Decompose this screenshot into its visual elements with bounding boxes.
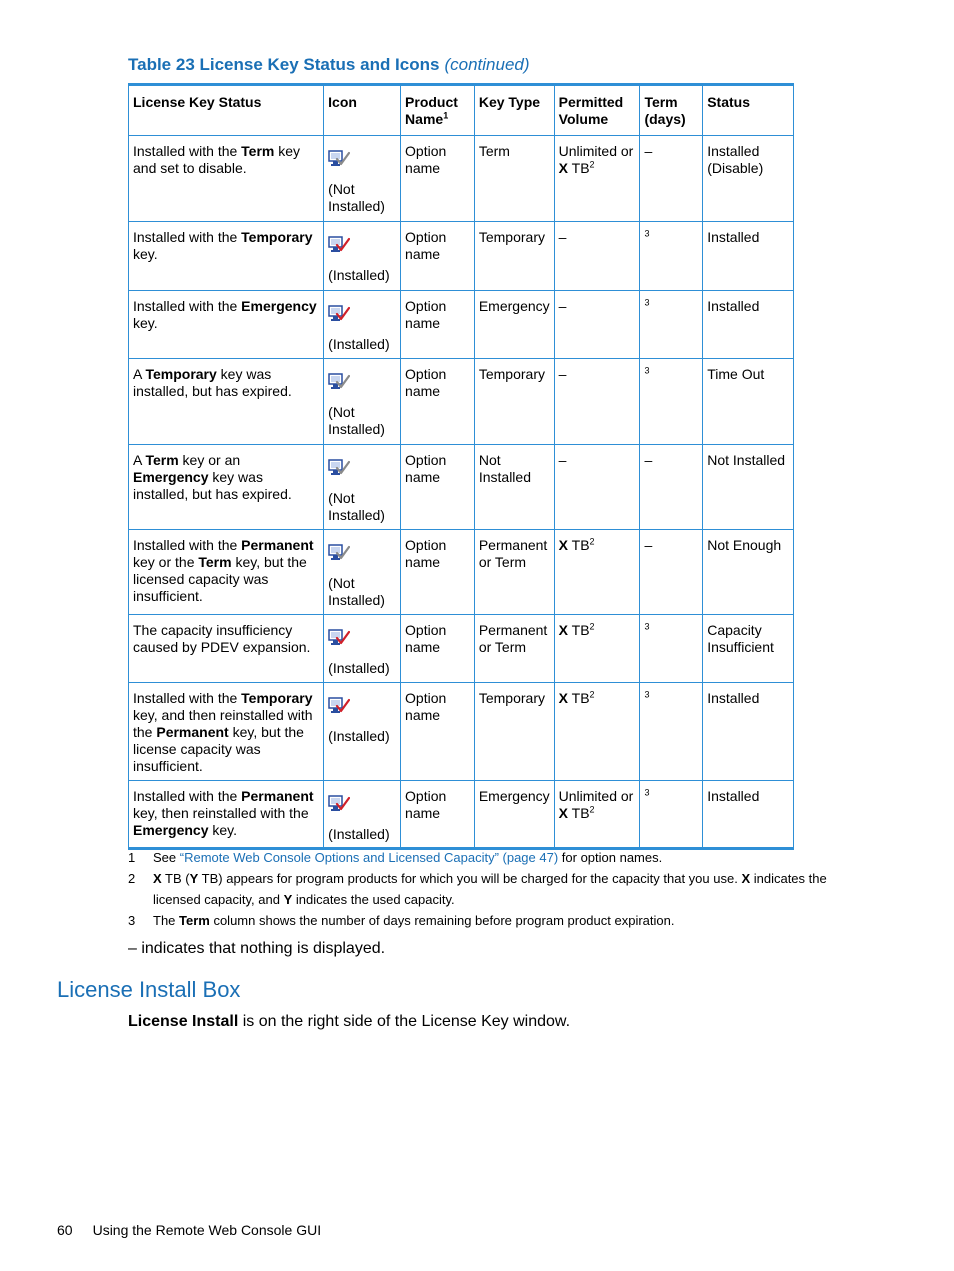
term-value: –	[644, 143, 653, 159]
cell-product-name: Option name	[401, 683, 475, 781]
status-text: key was installed, but has expired.	[133, 469, 292, 502]
volume-x: X	[558, 160, 568, 176]
cell-key-type: Temporary	[474, 222, 554, 291]
header-key-type: Key Type	[474, 85, 554, 136]
footnote-keyword: X	[741, 871, 751, 886]
footnote-text	[153, 847, 873, 868]
footnote-number: 3	[128, 913, 136, 928]
cell-status: Installed	[703, 781, 794, 849]
cell-term-days	[640, 615, 703, 683]
license-installed-icon	[328, 696, 350, 716]
status-text: key, but the license capacity was insufficient.	[133, 724, 304, 774]
page-footer	[57, 1222, 321, 1238]
cell-key-type: Emergency	[474, 781, 554, 849]
status-text: key and set to disable.	[133, 143, 301, 176]
footnote-text	[153, 910, 873, 931]
table-row	[129, 530, 794, 615]
cell-license-key-status	[129, 615, 324, 683]
cell-permitted-volume	[554, 291, 640, 359]
cell-icon	[324, 781, 401, 849]
cell-status: Not Enough	[703, 530, 794, 615]
license-installed-icon	[328, 304, 350, 324]
volume-unit: TB	[568, 537, 590, 553]
cell-permitted-volume	[554, 530, 640, 615]
status-keyword: Permanent	[241, 788, 314, 804]
icon-label: (Not Installed)	[328, 490, 385, 523]
cell-status: Installed (Disable)	[703, 136, 794, 222]
volume-unit: TB	[568, 160, 590, 176]
table-caption	[128, 55, 530, 75]
cell-license-key-status	[129, 781, 324, 849]
cell-license-key-status	[129, 683, 324, 781]
license-installed-icon	[328, 794, 350, 814]
volume-x: X	[558, 690, 568, 706]
term-footnote-ref: 3	[644, 297, 650, 308]
status-text: key.	[133, 246, 158, 262]
cell-permitted-volume	[554, 136, 640, 222]
volume-unit: TB	[568, 622, 590, 638]
caption-title: Table 23 License Key Status and Icons	[128, 55, 440, 74]
status-text: A	[133, 366, 146, 382]
cell-permitted-volume	[554, 683, 640, 781]
cell-term-days	[640, 683, 703, 781]
term-footnote-ref: 3	[644, 621, 650, 632]
cell-key-type: Temporary	[474, 359, 554, 445]
body-rest: is on the right side of the License Key window.	[238, 1013, 571, 1030]
cell-key-type: Permanent or Term	[474, 530, 554, 615]
footnote-keyword: Y	[189, 871, 199, 886]
status-keyword: Term	[145, 452, 179, 468]
status-keyword: Temporary	[241, 229, 313, 245]
status-text: A	[133, 452, 146, 468]
status-text: key or the	[133, 554, 199, 570]
footnote-link[interactable]: “Remote Web Console Options and Licensed Capacity” (page 47)	[179, 850, 559, 865]
volume-x: X	[558, 805, 568, 821]
cell-license-key-status	[129, 530, 324, 615]
status-text: key was installed, but has expired.	[133, 366, 292, 399]
table-row	[129, 683, 794, 781]
cell-term-days	[640, 781, 703, 849]
volume-text: –	[558, 366, 567, 382]
footnote-keyword: X	[153, 871, 162, 886]
dash-note: – indicates that nothing is displayed.	[128, 940, 386, 957]
icon-label: (Installed)	[328, 267, 390, 283]
cell-key-type: Term	[474, 136, 554, 222]
status-keyword: Temporary	[241, 690, 313, 706]
footnote-part: column shows the number of days remaining before program product expiration.	[209, 913, 675, 928]
icon-label: (Installed)	[328, 336, 390, 352]
icon-label: (Not Installed)	[328, 575, 385, 608]
header-license-key-status: License Key Status	[129, 85, 324, 136]
icon-label: (Not Installed)	[328, 404, 385, 437]
cell-product-name: Option name	[401, 291, 475, 359]
cell-key-type: Not Installed	[474, 445, 554, 530]
status-text: Installed with the	[133, 537, 242, 553]
volume-footnote-ref: 2	[589, 804, 595, 815]
license-installed-icon	[328, 235, 350, 255]
cell-term-days	[640, 530, 703, 615]
status-keyword: Permanent	[241, 537, 314, 553]
footnote-part: indicates the licensed capacity, and	[153, 871, 827, 907]
volume-unit: TB	[568, 805, 590, 821]
status-keyword: Emergency	[133, 822, 209, 838]
volume-x: X	[558, 537, 568, 553]
cell-icon	[324, 136, 401, 222]
cell-product-name: Option name	[401, 359, 475, 445]
status-text: Installed with the	[133, 298, 242, 314]
cell-permitted-volume	[554, 445, 640, 530]
status-text: key, and then reinstalled with the	[133, 707, 313, 740]
status-text: The capacity insufficiency caused by PDEV expansion.	[133, 622, 311, 655]
license-not-installed-icon	[328, 149, 350, 169]
table-row	[129, 291, 794, 359]
cell-license-key-status	[129, 222, 324, 291]
status-keyword: Emergency	[241, 298, 317, 314]
status-text: Installed with the	[133, 143, 242, 159]
status-text: key or an	[178, 452, 241, 468]
cell-icon	[324, 222, 401, 291]
icon-label: (Installed)	[328, 826, 390, 842]
term-footnote-ref: 3	[644, 689, 650, 700]
cell-status: Not Installed	[703, 445, 794, 530]
cell-license-key-status	[129, 291, 324, 359]
cell-product-name: Option name	[401, 222, 475, 291]
cell-key-type: Temporary	[474, 683, 554, 781]
cell-icon	[324, 530, 401, 615]
cell-product-name: Option name	[401, 530, 475, 615]
status-text: key, but the licensed capacity was insufficient.	[133, 554, 307, 604]
cell-permitted-volume	[554, 781, 640, 849]
volume-unit: TB	[568, 690, 590, 706]
cell-permitted-volume	[554, 615, 640, 683]
cell-icon	[324, 615, 401, 683]
cell-status: Installed	[703, 291, 794, 359]
cell-permitted-volume	[554, 222, 640, 291]
status-text: Installed with the	[133, 690, 242, 706]
table-row	[129, 445, 794, 530]
cell-product-name: Option name	[401, 615, 475, 683]
status-text: key.	[133, 315, 158, 331]
status-keyword: Emergency	[133, 469, 209, 485]
cell-key-type: Emergency	[474, 291, 554, 359]
volume-footnote-ref: 2	[589, 536, 595, 547]
volume-text: Unlimited or	[558, 143, 634, 159]
volume-x: X	[558, 622, 568, 638]
footnote-keyword: Term	[179, 913, 210, 928]
cell-product-name: Option name	[401, 445, 475, 530]
volume-footnote-ref: 2	[589, 159, 595, 170]
cell-product-name: Option name	[401, 136, 475, 222]
volume-text: –	[558, 298, 567, 314]
term-footnote-ref: 3	[644, 787, 650, 798]
footnote-text	[153, 868, 873, 910]
footnote-post: for option names.	[558, 850, 663, 865]
cell-status: Capacity Insufficient	[703, 615, 794, 683]
status-keyword: Term	[198, 554, 232, 570]
footer-title: Using the Remote Web Console GUI	[92, 1222, 322, 1238]
cell-status: Installed	[703, 222, 794, 291]
footnote-number: 2	[128, 871, 136, 886]
license-key-table	[128, 83, 794, 850]
footnote-part: The	[153, 913, 180, 928]
term-value: –	[644, 452, 653, 468]
footnote-part: TB) appears for program products for which you will be charged for the capacity that you use.	[198, 871, 742, 886]
header-icon: Icon	[324, 85, 401, 136]
section-title: License Install Box	[57, 977, 241, 1002]
cell-permitted-volume	[554, 359, 640, 445]
cell-license-key-status	[129, 445, 324, 530]
license-not-installed-icon	[328, 458, 350, 478]
header-permitted-volume: Permitted Volume	[554, 85, 640, 136]
footnote-keyword: Y	[283, 892, 293, 907]
license-installed-icon	[328, 628, 350, 648]
status-text: key.	[208, 822, 238, 838]
header-term-days: Term (days)	[640, 85, 703, 136]
header-product-name: Product Name$^1$	[401, 85, 475, 136]
cell-status: Installed	[703, 683, 794, 781]
status-keyword: Term	[241, 143, 275, 159]
table-row	[129, 222, 794, 291]
icon-label: (Installed)	[328, 660, 390, 676]
table-row	[129, 781, 794, 849]
term-footnote-ref: 3	[644, 228, 650, 239]
table-row	[129, 359, 794, 445]
volume-footnote-ref: 2	[589, 689, 595, 700]
table-header-row	[129, 85, 794, 136]
cell-term-days	[640, 359, 703, 445]
table-row	[129, 615, 794, 683]
icon-label: (Installed)	[328, 728, 390, 744]
volume-text: –	[558, 229, 567, 245]
status-keyword: Permanent	[156, 724, 229, 740]
status-keyword: Temporary	[145, 366, 217, 382]
term-value: –	[644, 537, 653, 553]
cell-term-days	[640, 222, 703, 291]
footnote-part: indicates the used capacity.	[292, 892, 455, 907]
cell-icon	[324, 683, 401, 781]
license-not-installed-icon	[328, 543, 350, 563]
cell-icon	[324, 359, 401, 445]
footnote-pre: See	[153, 850, 180, 865]
status-text: key, then reinstalled with the	[133, 805, 309, 821]
cell-icon	[324, 445, 401, 530]
volume-footnote-ref: 2	[589, 621, 595, 632]
license-install-term: License Install	[128, 1013, 239, 1030]
table-row	[129, 136, 794, 222]
status-text: Installed with the	[133, 229, 242, 245]
footnote-part: TB (	[161, 871, 190, 886]
status-text: Installed with the	[133, 788, 242, 804]
page-number: 60	[57, 1222, 73, 1238]
cell-icon	[324, 291, 401, 359]
cell-term-days	[640, 136, 703, 222]
license-not-installed-icon	[328, 372, 350, 392]
term-footnote-ref: 3	[644, 365, 650, 376]
cell-term-days	[640, 291, 703, 359]
cell-term-days	[640, 445, 703, 530]
volume-text: Unlimited or	[558, 788, 634, 804]
header-status: Status	[703, 85, 794, 136]
cell-license-key-status	[129, 359, 324, 445]
cell-product-name: Option name	[401, 781, 475, 849]
caption-continued: (continued)	[444, 55, 530, 74]
cell-status: Time Out	[703, 359, 794, 445]
footnote-number: 1	[128, 850, 136, 865]
icon-label: (Not Installed)	[328, 181, 385, 214]
cell-license-key-status	[129, 136, 324, 222]
volume-text: –	[558, 452, 567, 468]
body-paragraph	[128, 1013, 570, 1031]
cell-key-type: Permanent or Term	[474, 615, 554, 683]
